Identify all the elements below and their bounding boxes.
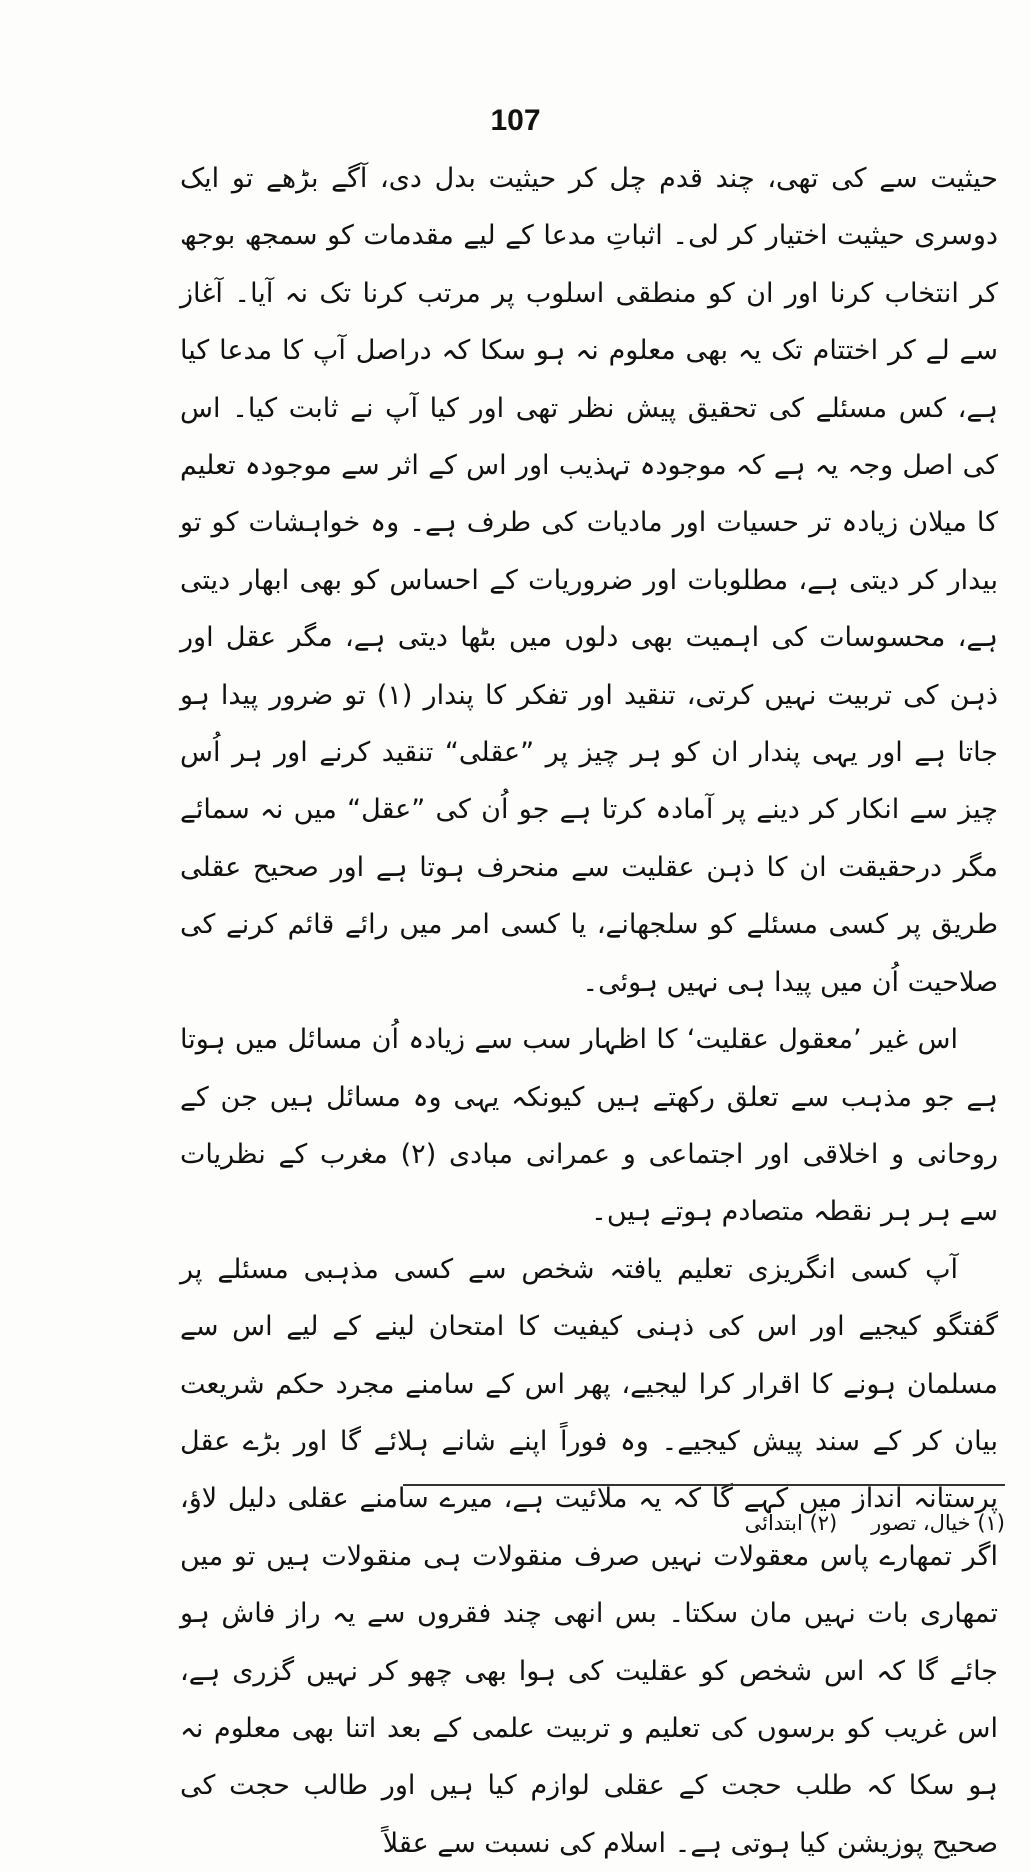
paragraph-1: حیثیت سے کی تھی، چند قدم چل کر حیثیت بدل دی، آگے بڑھے تو ایک دوسری حیثیت اختیار کر لی۔ اثباتِ مدعا کے لیے مقدمات کو سمجھ بوجھ کر انتخاب کرنا اور ان کو منطقی اسلوب پر مرتب کرنا تک نہ آیا۔ آغاز سے لے کر اختتام تک یہ بھی معلوم نہ ہو سکا کہ دراصل آپ کا مدعا کیا ہے، کس مسئلے کی تحقیق پیش نظر تھی اور کیا آپ نے ثابت کیا۔ اس کی اصل وجہ یہ ہے کہ موجودہ تہذیب اور اس کے اثر سے موجودہ تعلیم کا میلان زیادہ تر حسیات اور مادیات کی طرف ہے۔ وہ خواہشات کو تو بیدار کر دیتی ہے، مطلوبات اور ضروریات کے احساس کو بھی ابھار دیتی ہے، محسوسات کی اہمیت بھی دلوں میں بٹھا دیتی ہے، مگر عقل اور ذہن کی تربیت نہیں کرتی، تنقید اور تفکر کا پندار (۱) تو ضرور پیدا ہو جاتا ہے اور یہی پندار ان کو ہر چیز پر ”عقلی“ تنقید کرنے اور ہر اُس چیز سے انکار کر دینے پر آمادہ کرتا ہے جو اُن کی ”عقل“ میں نہ سمائے مگر درحقیقت ان کا ذہن عقلیت سے منحرف ہوتا ہے اور صحیح عقلی طریق پر کسی مسئلے کو سلجھانے، یا کسی امر میں رائے قائم کرنے کی صلاحیت اُن میں پیدا ہی نہیں ہوئی۔	[180, 163, 998, 998]
footnote-1: (۱) خیال، تصور	[871, 1511, 1005, 1535]
footnotes	[560, 1508, 1005, 1538]
footnote-divider	[403, 1484, 1005, 1486]
body-text	[180, 150, 998, 1872]
paragraph-3: آپ کسی انگریزی تعلیم یافتہ شخص سے کسی مذہبی مسئلے پر گفتگو کیجیے اور اس کی ذہنی کیفیت کا امتحان لینے کے لیے اس سے مسلمان ہونے کا اقرار کرا لیجیے، پھر اس کے سامنے مجرد حکم شریعت بیان کر کے سند پیش کیجیے۔ وہ فوراً اپنے شانے ہلائے گا اور بڑے عقل پرستانہ انداز میں کہے گا کہ یہ ملائیت ہے، میرے سامنے عقلی دلیل لاؤ، اگر تمھارے پاس معقولات نہیں صرف منقولات ہی منقولات ہیں تو میں تمھاری بات نہیں مان سکتا۔ بس انھی چند فقروں سے یہ راز فاش ہو جائے گا کہ اس شخص کو عقلیت کی ہوا بھی چھو کر نہیں گزری ہے، اس غریب کو برسوں کی تعلیم و تربیت علمی کے بعد اتنا بھی معلوم نہ ہو سکا کہ طلب حجت کے عقلی لوازم کیا ہیں اور طالب حجت کی صحیح پوزیشن کیا ہوتی ہے۔ اسلام کی نسبت سے عقلاً	[180, 1253, 998, 1859]
paragraph-2: اس غیر ’معقول عقلیت‘ کا اظہار سب سے زیادہ اُن مسائل میں ہوتا ہے جو مذہب سے تعلق رکھتے ہیں کیونکہ یہی وہ مسائل ہیں جن کے روحانی و اخلاقی اور اجتماعی و عمرانی مبادی (۲) مغرب کے نظریات سے ہر ہر نقطہ متصادم ہوتے ہیں۔	[180, 1024, 999, 1228]
footnote-2: (۲) ابتدائی	[744, 1511, 838, 1535]
page-number: 107	[490, 104, 541, 137]
